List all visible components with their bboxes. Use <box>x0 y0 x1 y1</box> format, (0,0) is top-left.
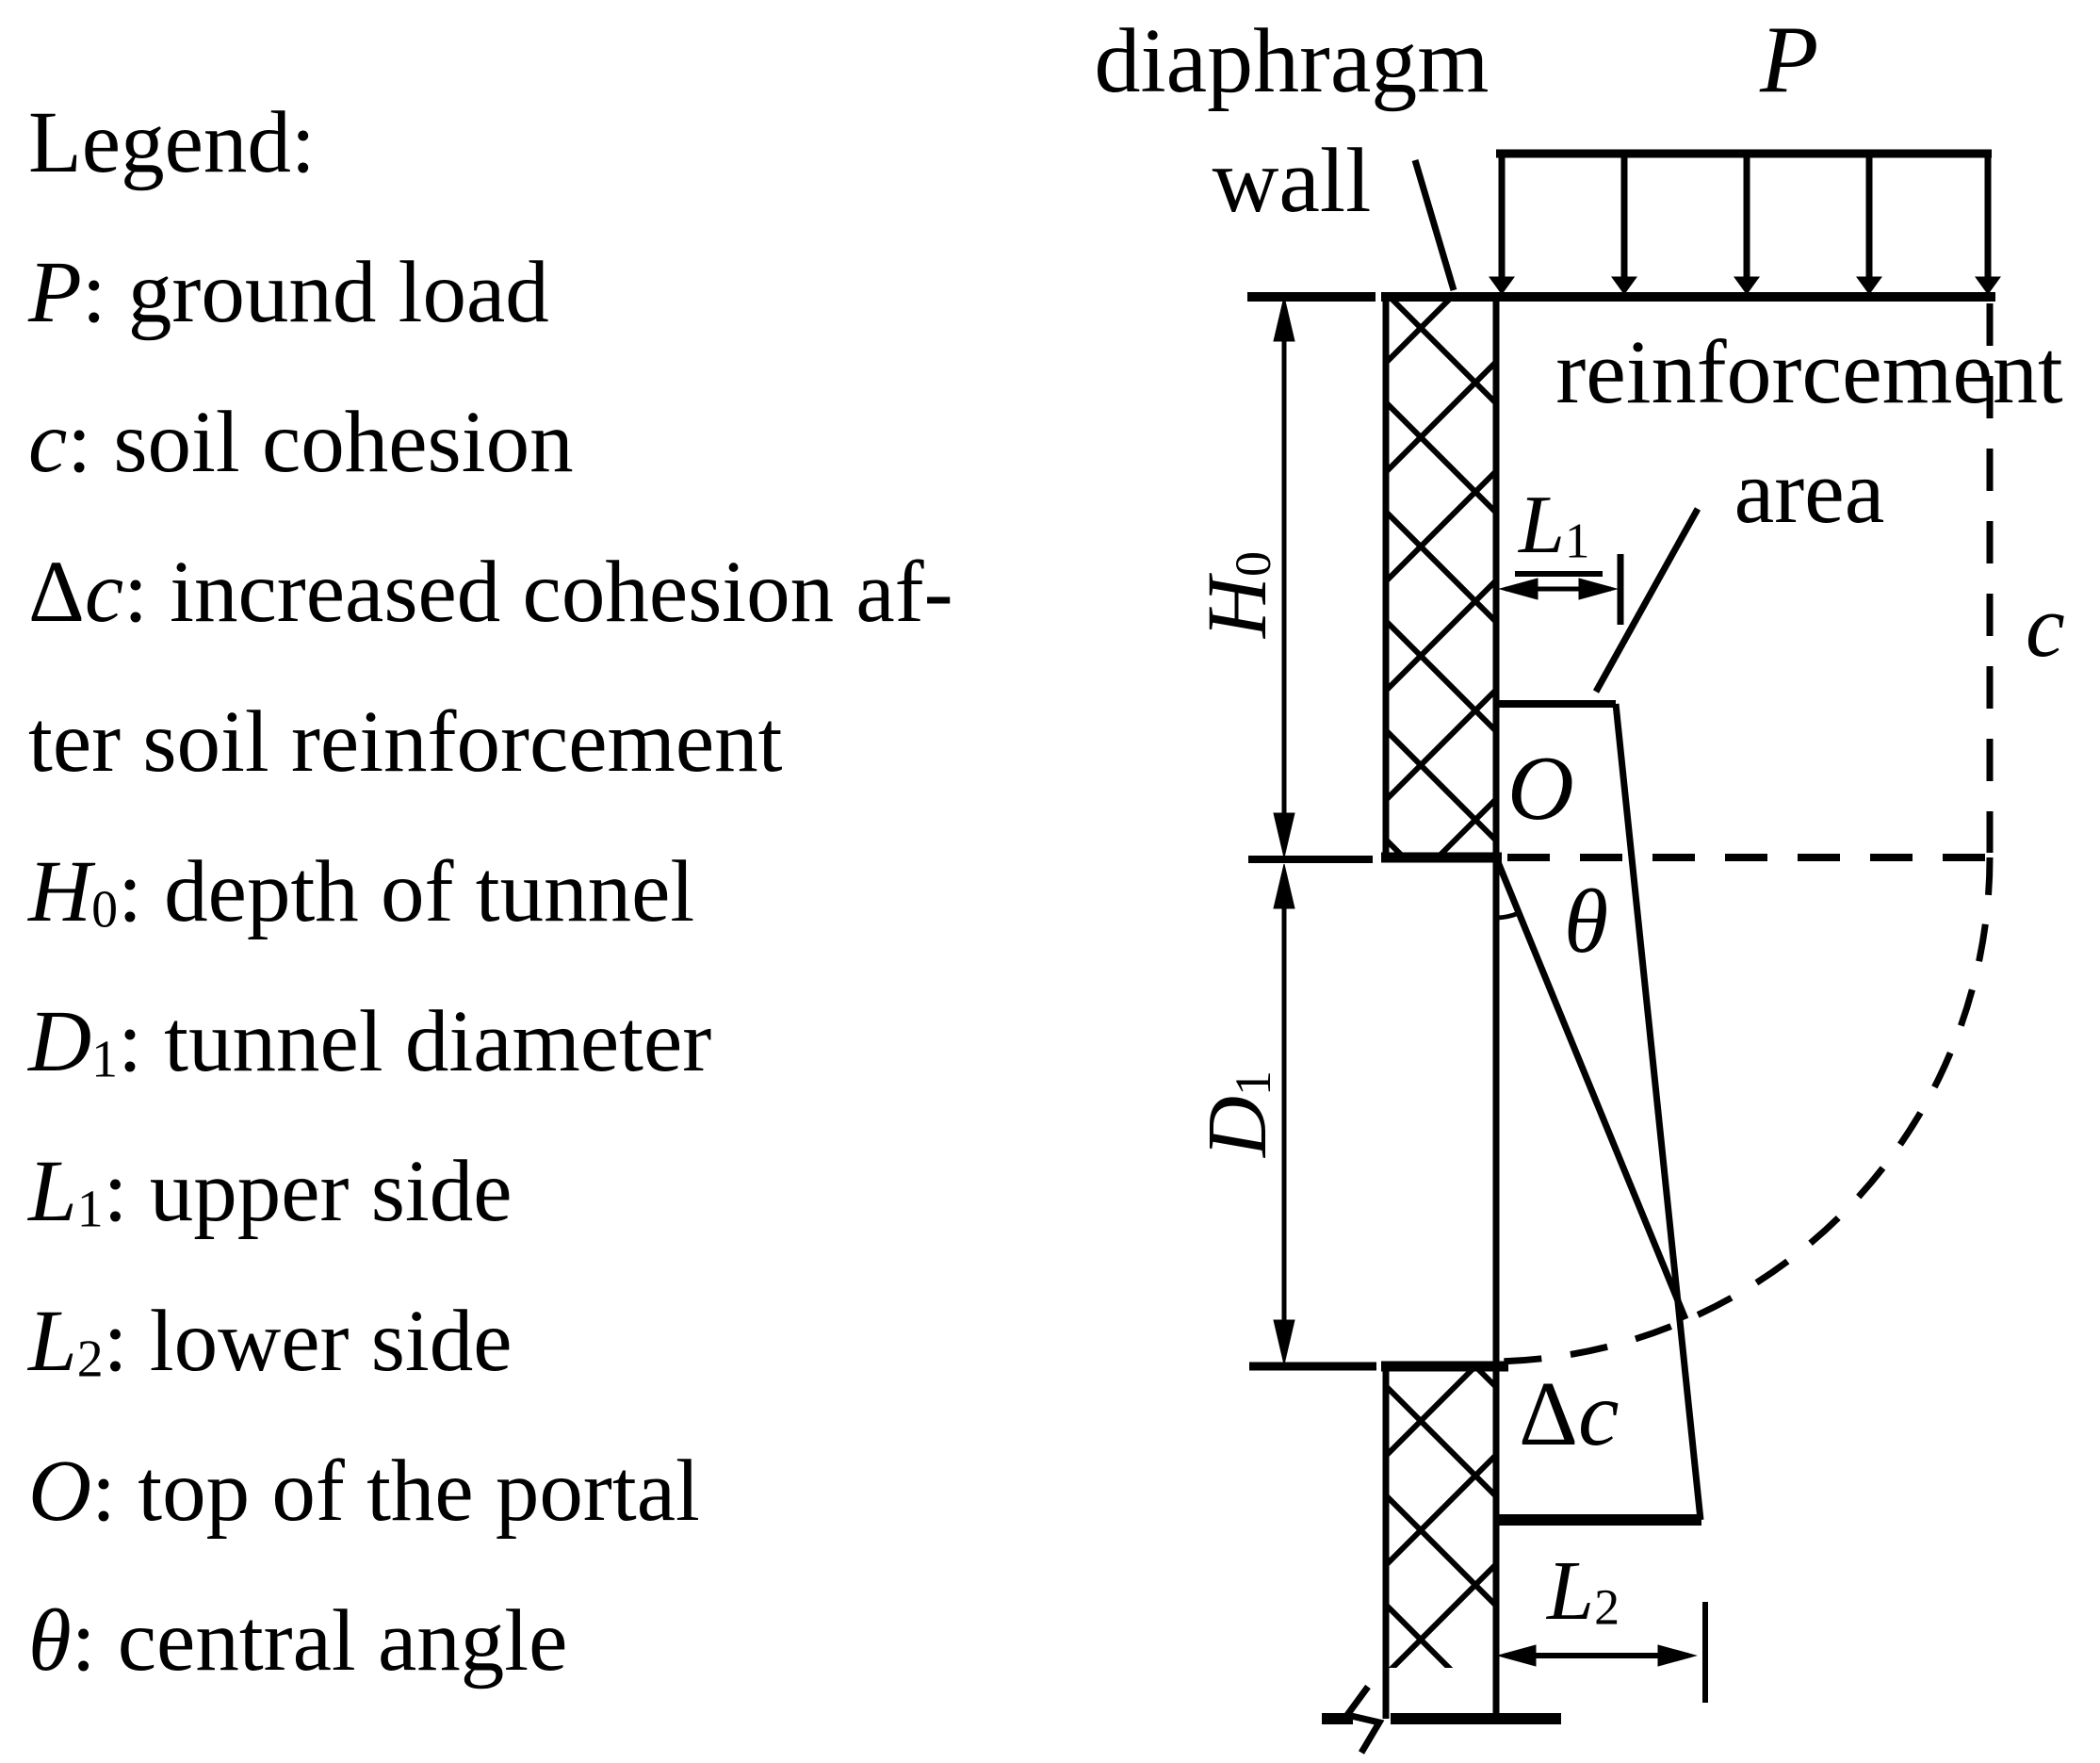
diaphragm-wall-label <box>1063 2 1521 242</box>
reinforcement-right-edge <box>1616 704 1701 1520</box>
diaphragm-wall-label-line1: diaphragm <box>1094 10 1490 112</box>
legend-line-ground-load: P: ground load <box>28 244 549 341</box>
central-angle-label: θ <box>1564 871 1609 971</box>
legend-title: Legend: <box>28 94 316 191</box>
legend <box>28 68 1083 1716</box>
legend-line-lower-side: $L_2$: lower side <box>28 1293 513 1390</box>
diaphragm-wall-upper-hatch <box>1387 300 1493 856</box>
portal-top-label: O <box>1507 738 1574 840</box>
increased-cohesion-label: Δc <box>1519 1363 1620 1465</box>
lower-side-label: $L_2$ <box>1547 1544 1620 1638</box>
legend-line-portal-top: O: top of the portal <box>28 1443 700 1540</box>
diaphragm-wall-label-line2: wall <box>1212 130 1372 233</box>
ground-load-label: P <box>1760 7 1819 113</box>
upper-side-label: $L_1$ <box>1515 482 1603 577</box>
tunnel-depth-label: $H_0$ <box>1190 551 1284 638</box>
legend-line-tunnel-depth: $H_0$: depth of tunnel <box>28 843 695 940</box>
diaphragm-wall-lower-hatch <box>1387 1369 1493 1668</box>
reinforcement-area-label <box>1519 313 2100 551</box>
ground-load-arrows <box>1490 154 2000 294</box>
legend-line-increased-cohesion-2: ter soil reinforcement <box>28 694 783 791</box>
reinforcement-area-label-line1: reinforcement <box>1555 321 2063 422</box>
legend-line-soil-cohesion: c: soil cohesion <box>28 394 574 491</box>
legend-line-tunnel-diameter: $D_1$: tunnel diameter <box>28 993 712 1090</box>
legend-line-increased-cohesion-1: Δc: increased cohesion af- <box>28 544 953 641</box>
legend-line-upper-side: $L_1$: upper side <box>28 1143 513 1240</box>
soil-cohesion-label: c <box>2026 578 2065 676</box>
legend-line-central-angle: θ: central angle <box>28 1592 568 1690</box>
tunnel-diameter-label: $D_1$ <box>1190 1070 1284 1157</box>
theta-angle-mark <box>1496 913 1519 918</box>
reinforcement-area-label-line2: area <box>1734 440 1885 542</box>
